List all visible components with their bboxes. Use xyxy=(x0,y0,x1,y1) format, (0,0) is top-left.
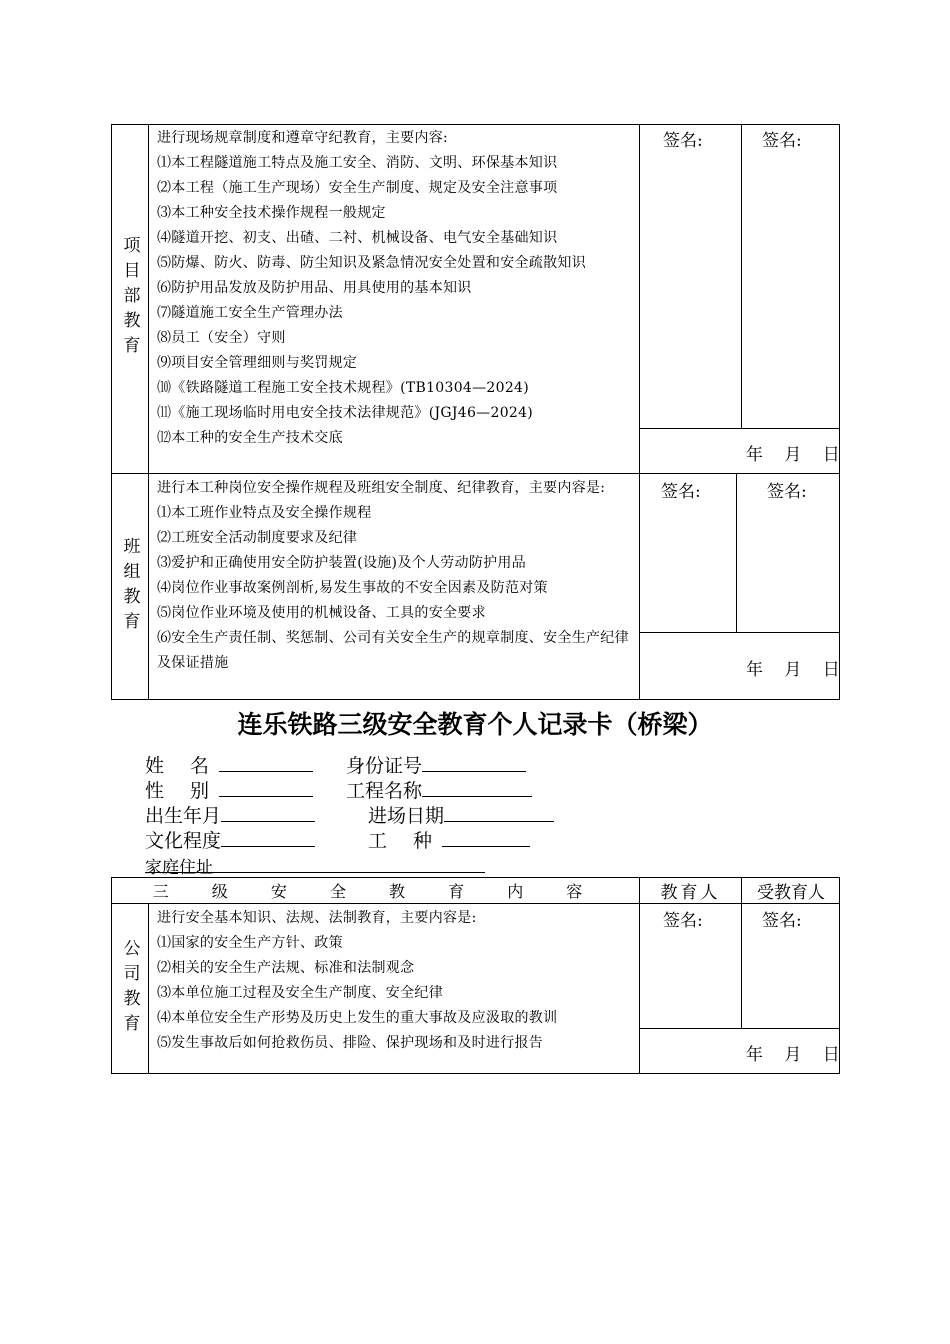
birth-field[interactable] xyxy=(145,801,315,828)
education-blank[interactable] xyxy=(221,828,315,847)
header-educator-label: 教育人 xyxy=(660,883,721,903)
project-item: ⑿本工种的安全生产技术交底 xyxy=(157,430,343,446)
project-item: ⑹防护用品发放及防护用品、用具使用的基本知识 xyxy=(157,280,472,296)
project-name-blank[interactable] xyxy=(422,778,532,797)
team-item: ⑷岗位作业事故案例剖析,易发生事故的不安全因素及防范对策 xyxy=(157,580,548,596)
entry-date-blank[interactable] xyxy=(444,803,554,822)
project-name-field[interactable] xyxy=(346,776,532,803)
company-trainee-signature[interactable]: 签名: xyxy=(762,911,802,931)
address-blank[interactable] xyxy=(145,853,485,878)
project-item: ⑾《施工现场临时用电安全技术法律规范》(JGJ46—2024) xyxy=(157,405,534,421)
team-date-divider xyxy=(639,632,840,633)
team-item: ⑵工班安全活动制度要求及纪律 xyxy=(157,530,358,546)
birth-blank[interactable] xyxy=(221,803,315,822)
project-item: ⑸防爆、防火、防毒、防尘知识及紧急情况安全处置和安全疏散知识 xyxy=(157,255,586,271)
project-item: ⑴本工程隧道施工特点及施工安全、消防、文明、环保基本知识 xyxy=(157,155,558,171)
project-name-label: 工程名称 xyxy=(346,780,423,802)
team-date[interactable]: 年 月 日 xyxy=(746,660,841,680)
company-educator-signature[interactable]: 签名: xyxy=(663,911,703,931)
project-item: ⑼项目安全管理细则与奖罚规定 xyxy=(157,355,358,371)
company-item: ⑴国家的安全生产方针、政策 xyxy=(157,935,343,951)
team-category-label: 班组教育 xyxy=(119,536,140,637)
lower-col-divider-2 xyxy=(639,877,640,1074)
company-date-divider xyxy=(639,1028,840,1029)
company-item: ⑶本单位施工过程及安全生产制度、安全纪律 xyxy=(157,985,443,1001)
id-number-field[interactable] xyxy=(346,751,526,778)
project-date-divider xyxy=(639,428,840,429)
project-item: ⑶本工种安全技术操作规程一般规定 xyxy=(157,205,386,221)
address-field[interactable] xyxy=(145,853,485,878)
name-blank[interactable] xyxy=(219,753,313,772)
name-field[interactable] xyxy=(145,751,313,778)
company-date[interactable]: 年 月 日 xyxy=(746,1045,841,1065)
education-field[interactable] xyxy=(145,826,315,853)
entry-date-label: 进场日期 xyxy=(368,805,445,827)
trade-label: 工 种 xyxy=(368,830,443,852)
gender-label: 性 别 xyxy=(145,780,220,802)
team-content xyxy=(149,474,639,699)
upper-col-divider-2 xyxy=(639,124,640,700)
project-content xyxy=(149,124,639,473)
education-label: 文化程度 xyxy=(145,830,222,852)
gender-blank[interactable] xyxy=(219,778,313,797)
upper-col-divider-3b xyxy=(736,474,737,633)
trade-blank[interactable] xyxy=(442,828,530,847)
name-label: 姓 名 xyxy=(145,755,220,777)
project-category-label: 项目部教育 xyxy=(119,236,140,361)
project-item: 进行现场规章制度和遵章守纪教育，主要内容: xyxy=(157,130,449,146)
upper-col-divider-3a xyxy=(741,124,742,429)
team-item: ⑹安全生产责任制、奖惩制、公司有关安全生产的规章制度、安全生产纪律及保证措施 xyxy=(157,630,629,671)
birth-label: 出生年月 xyxy=(145,805,222,827)
company-content xyxy=(149,904,639,1074)
id-number-label: 身份证号 xyxy=(346,755,423,777)
company-item: ⑵相关的安全生产法规、标准和法制观念 xyxy=(157,960,415,976)
entry-date-field[interactable] xyxy=(368,801,554,828)
id-number-blank[interactable] xyxy=(422,753,526,772)
project-item: ⑺隧道施工安全生产管理办法 xyxy=(157,305,343,321)
project-item: ⑻员工（安全）守则 xyxy=(157,330,286,346)
company-item: 进行安全基本知识、法规、法制教育，主要内容是: xyxy=(157,910,477,926)
team-item: ⑸岗位作业环境及使用的机械设备、工具的安全要求 xyxy=(157,605,486,621)
team-educator-signature[interactable]: 签名: xyxy=(661,482,701,502)
project-date[interactable]: 年 月 日 xyxy=(746,445,841,465)
gender-field[interactable] xyxy=(145,776,313,803)
address-label: 家庭住址 xyxy=(145,858,213,878)
header-trainee-label: 受教育人 xyxy=(757,883,825,903)
team-trainee-signature[interactable]: 签名: xyxy=(767,482,807,502)
team-item: ⑴本工班作业特点及安全操作规程 xyxy=(157,505,372,521)
team-item: ⑶爱护和正确使用安全防护装置(设施)及个人劳动防护用品 xyxy=(157,555,527,571)
trade-field[interactable] xyxy=(368,826,530,853)
company-item: ⑷本单位安全生产形势及历史上发生的重大事故及应汲取的教训 xyxy=(157,1010,558,1026)
company-item: ⑸发生事故后如何抢救伤员、排险、保护现场和及时进行报告 xyxy=(157,1035,544,1051)
project-educator-signature[interactable]: 签名: xyxy=(663,131,703,151)
header-content-label: 三 级 安 全 教 育 内 容 xyxy=(152,882,599,901)
card-title: 连乐铁路三级安全教育个人记录卡（桥梁） xyxy=(237,710,713,739)
project-item: ⑵本工程（施工生产现场）安全生产制度、规定及安全注意事项 xyxy=(157,180,558,196)
company-category-label: 公司教育 xyxy=(119,939,140,1039)
project-trainee-signature[interactable]: 签名: xyxy=(762,131,802,151)
project-item: ⑽《铁路隧道工程施工安全技术规程》(TB10304—2024) xyxy=(157,380,530,396)
project-item: ⑷隧道开挖、初支、出碴、二衬、机械设备、电气安全基础知识 xyxy=(157,230,558,246)
team-item: 进行本工种岗位安全操作规程及班组安全制度、纪律教育，主要内容是: xyxy=(157,480,606,496)
